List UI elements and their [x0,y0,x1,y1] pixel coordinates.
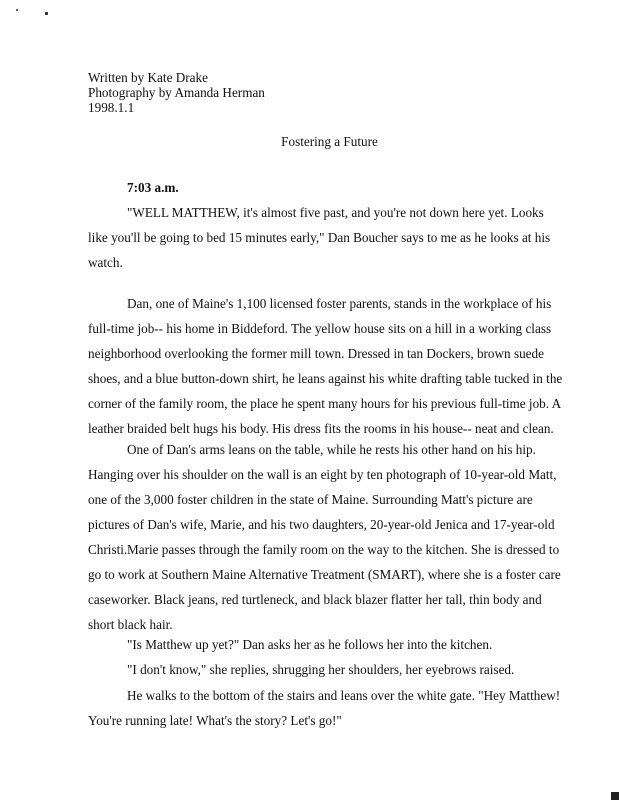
paragraph-2 [88,291,563,441]
paragraph-4 [88,537,561,637]
paragraph-line: go to work at Southern Maine Alternative Treatment (SMART), where she is a foster care [88,567,561,582]
byline-date: 1998.1.1 [88,100,135,115]
scan-speck [45,12,48,15]
paragraph-line: like you'll be going to bed 15 minutes early," Dan Boucher says to me as he looks at his [88,230,551,245]
paragraph-7 [88,683,561,733]
timestamp-heading: 7:03 a.m. [127,180,179,195]
paragraph-line: neighborhood overlooking the former mill town. Dressed in tan Dockers, brown suede [88,346,544,361]
scan-speck [16,9,18,11]
paragraph-line: corner of the family room, the place he spent many hours for his previous full-time job. A [88,396,562,411]
paragraph-line: full-time job-- his home in Biddeford. The yellow house sits on a hill in a working class [88,321,552,336]
paragraph-line: shoes, and a blue button-down shirt, he leans against his white drafting table tucked in the [88,371,563,386]
paragraph-line: "Is Matthew up yet?" Dan asks her as he follows her into the kitchen. [127,637,493,652]
paragraph-line: short black hair. [88,617,173,632]
paragraph-line: pictures of Dan's wife, Marie, and his two daughters, 20-year-old Jenica and 17-year-old [88,517,555,532]
paragraph-1 [88,200,551,275]
byline-writer: Written by Kate Drake [88,70,208,85]
paragraph-line: One of Dan's arms leans on the table, while he rests his other hand on his hip. [127,442,536,457]
paragraph-line: He walks to the bottom of the stairs and leans over the white gate. "Hey Matthew! [127,688,561,703]
paragraph-line: one of the 3,000 foster children in the state of Maine. Surrounding Matt's picture are [88,492,533,507]
article-title: Fostering a Future [281,134,378,149]
paragraph-line: Dan, one of Maine's 1,100 licensed foster parents, stands in the workplace of his [127,296,552,311]
byline-photographer: Photography by Amanda Herman [88,85,265,100]
paragraph-line: "I don't know," she replies, shrugging her shoulders, her eyebrows raised. [127,662,515,677]
paragraph-line: leather braided belt hugs his body. His dress fits the rooms in his house-- neat and clean. [88,421,554,436]
paragraph-line: "WELL MATTHEW, it's almost five past, and you're not down here yet. Looks [127,205,544,220]
paragraph-line: Hanging over his shoulder on the wall is an eight by ten photograph of 10-year-old Matt, [88,467,557,482]
paragraph-line: caseworker. Black jeans, red turtleneck, and black blazer flatter her tall, thin body and [88,592,542,607]
paragraph-line: watch. [88,255,123,270]
paragraph-5 [88,632,548,657]
byline [88,70,265,115]
scan-corner-mark [611,792,619,800]
paragraph-line: Marie passes through the family room on the way to the kitchen. She is dressed to [127,542,560,557]
paragraph-line: You're running late! What's the story? Let's go!" [88,713,342,728]
paragraph-6 [88,657,548,682]
paragraph-line: Christi. [88,542,128,557]
